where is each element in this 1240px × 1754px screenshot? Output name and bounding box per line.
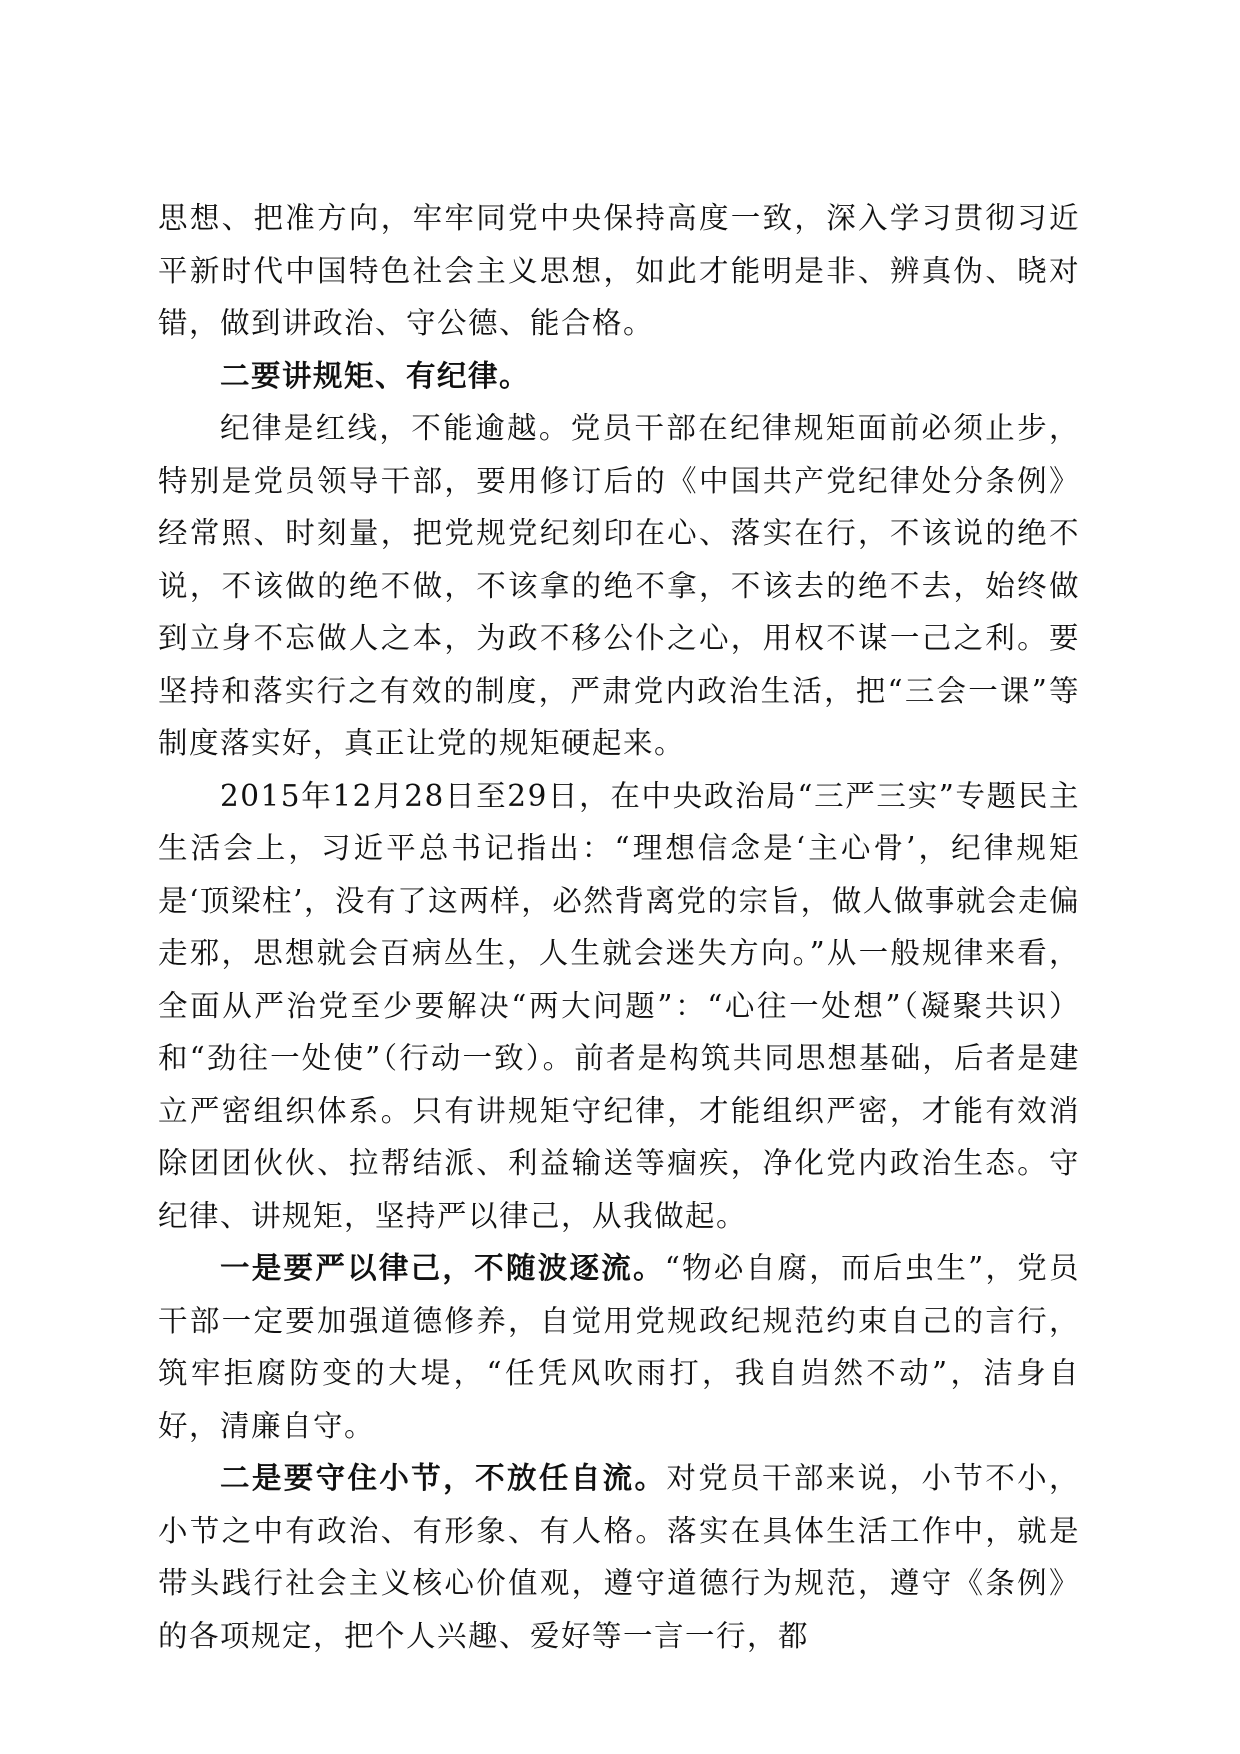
paragraph-continuation: 思想、把准方向，牢牢同党中央保持高度一致，深入学习贯彻习近平新时代中国特色社会主义思想，如此才能明是非、辨真伪、晓对错，做到讲政治、守公德、能合格。 [158,201,1080,340]
paragraph-discipline-redline: 纪律是红线，不能逾越。党员干部在纪律规矩面前必须止步，特别是党员领导干部，要用修订后的《中国共产党纪律处分条例》经常照、时刻量，把党规党纪刻印在心、落实在行，不该说的绝不说，不该做的绝不做，不该拿的绝不拿，不该去的绝不去，始终做到立身不忘做人之本，为政不移公仆之心，用权不谋一己之利。要坚持和落实行之有效的制度，严肃党内政治生活，把“三会一课”等制度落实好，真正让党的规矩硬起来。 [158,411,1080,760]
point-two-body: 对党员干部来说，小节不小，小节之中有政治、有形象、有人格。落实在具体生活工作中，就是带头践行社会主义核心价值观，遵守道德行为规范，遵守《条例》的各项规定，把个人兴趣、爱好等一言一行，都 [158,1461,1080,1653]
paragraph-point-one [158,1242,1080,1452]
paragraph-point-two [158,1452,1080,1662]
point-two-lead: 二是要守住小节，不放任自流。 [220,1460,667,1495]
point-one-lead: 一是要严以律己，不随波逐流。 [220,1250,665,1285]
document-page [158,192,1080,1662]
paragraph-speech-quote: 2015年12月28日至29日，在中央政治局“三严三实”专题民主生活会上，习近平总书记指出：“理想信念是‘主心骨’，纪律规矩是‘顶梁柱’，没有了这两样，必然背离党的宗旨，做人做事就会走偏走邪，思想就会百病丛生，人生就会迷失方向。”从一般规律来看，全面从严治党至少要解决“两大问题”：“心往一处想”（凝聚共识）和“劲往一处使”（行动一致）。前者是构筑共同思想基础，后者是建立严密组织体系。只有讲规矩守纪律，才能组织严密，才能有效消除团团伙伙、拉帮结派、利益输送等痼疾，净化党内政治生态。守纪律、讲规矩，坚持严以律己，从我做起。 [158,778,1080,1233]
point-one-body: “物必自腐，而后虫生”，党员干部一定要加强道德修养，自觉用党规政纪规范约束自己的言行，筑牢拒腐防变的大堤，“任凭风吹雨打，我自岿然不动”，洁身自好，清廉自守。 [158,1251,1080,1443]
section-heading-discipline: 二要讲规矩、有纪律。 [220,357,531,393]
